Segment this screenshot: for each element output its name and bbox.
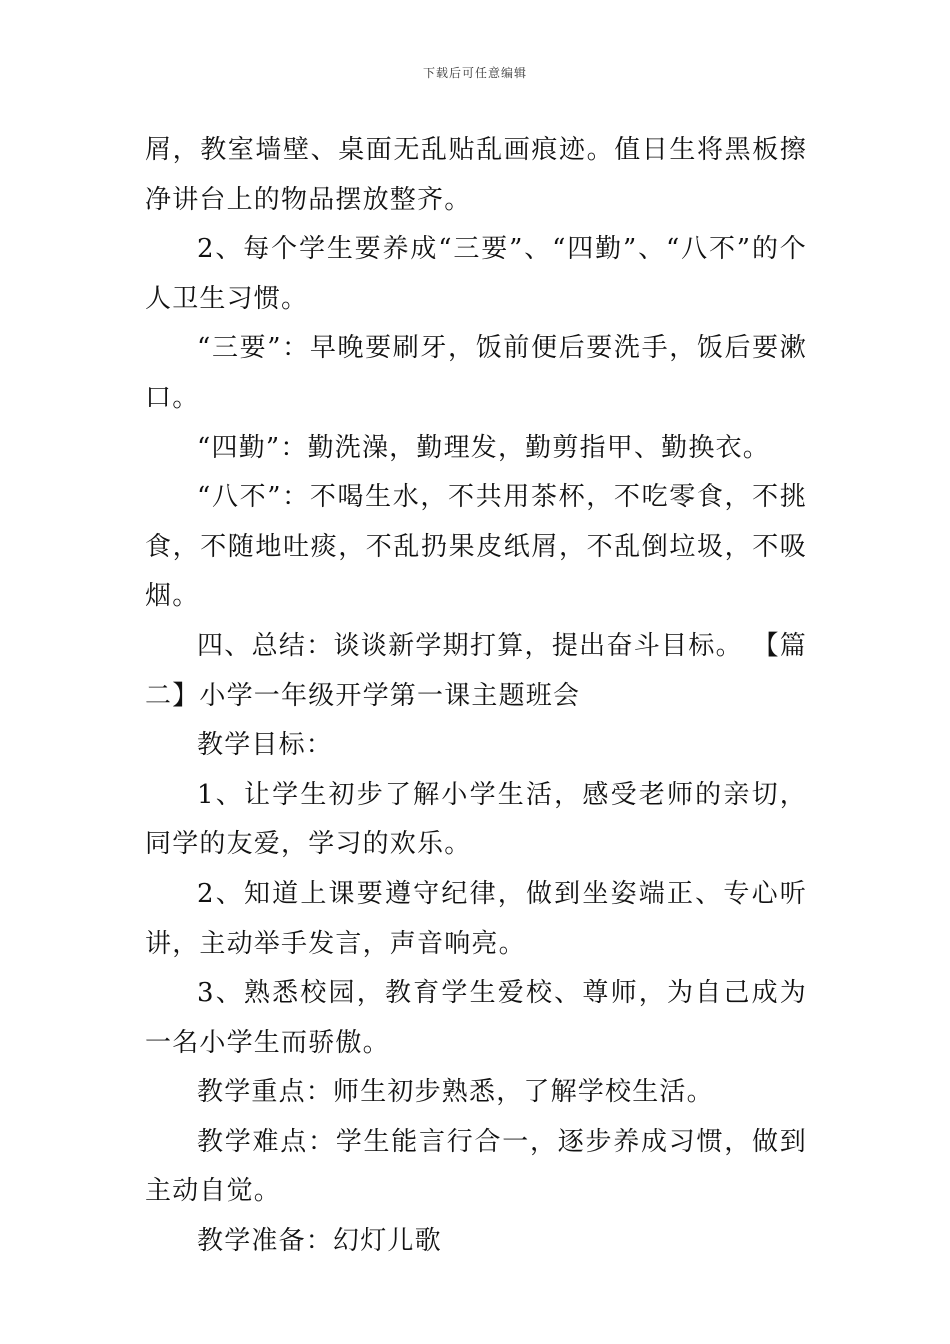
paragraph-11: 教学重点：师生初步熟悉，了解学校生活。	[197, 1077, 714, 1108]
paragraph-2: 2、每个学生要养成“三要”、“四勤”、“八不”的个人卫生习惯。	[145, 234, 807, 314]
paragraph-7: 教学目标：	[197, 730, 334, 761]
paragraph-9: 2、知道上课要遵守纪律，做到坐姿端正、专心听讲，主动举手发言，声音响亮。	[145, 878, 807, 959]
paragraph-12: 教学难点：学生能言行合一，逐步养成习惯，做到主动自觉。	[145, 1126, 807, 1207]
paragraph-5: “八不”：不喝生水，不共用茶杯，不吃零食，不挑食，不随地吐痰，不乱扔果皮纸屑，不乱倒垃圾，不吸烟。	[145, 482, 807, 612]
paragraph-10: 3、熟悉校园，教育学生爱校、尊师，为自己成为一名小学生而骄傲。	[145, 978, 807, 1058]
paragraph-13: 教学准备：幻灯儿歌	[197, 1226, 442, 1257]
paragraph-8: 1、让学生初步了解小学生活，感受老师的亲切，同学的友爱，学习的欢乐。	[145, 779, 807, 860]
paragraph-6: 四、总结：谈谈新学期打算，提出奋斗目标。 【篇二】小学一年级开学第一课主题班会	[145, 630, 807, 711]
page-header-note: 下载后可任意编辑	[422, 66, 527, 80]
document-body	[145, 126, 807, 1267]
paragraph-3: “三要”：早晚要刷牙，饭前便后要洗手，饭后要漱口。	[145, 333, 807, 413]
paragraph-1: 屑，教室墙壁、桌面无乱贴乱画痕迹。值日生将黑板擦净讲台上的物品摆放整齐。	[145, 135, 807, 215]
paragraph-4: “四勤”：勤洗澡，勤理发，勤剪指甲、勤换衣。	[197, 432, 770, 463]
